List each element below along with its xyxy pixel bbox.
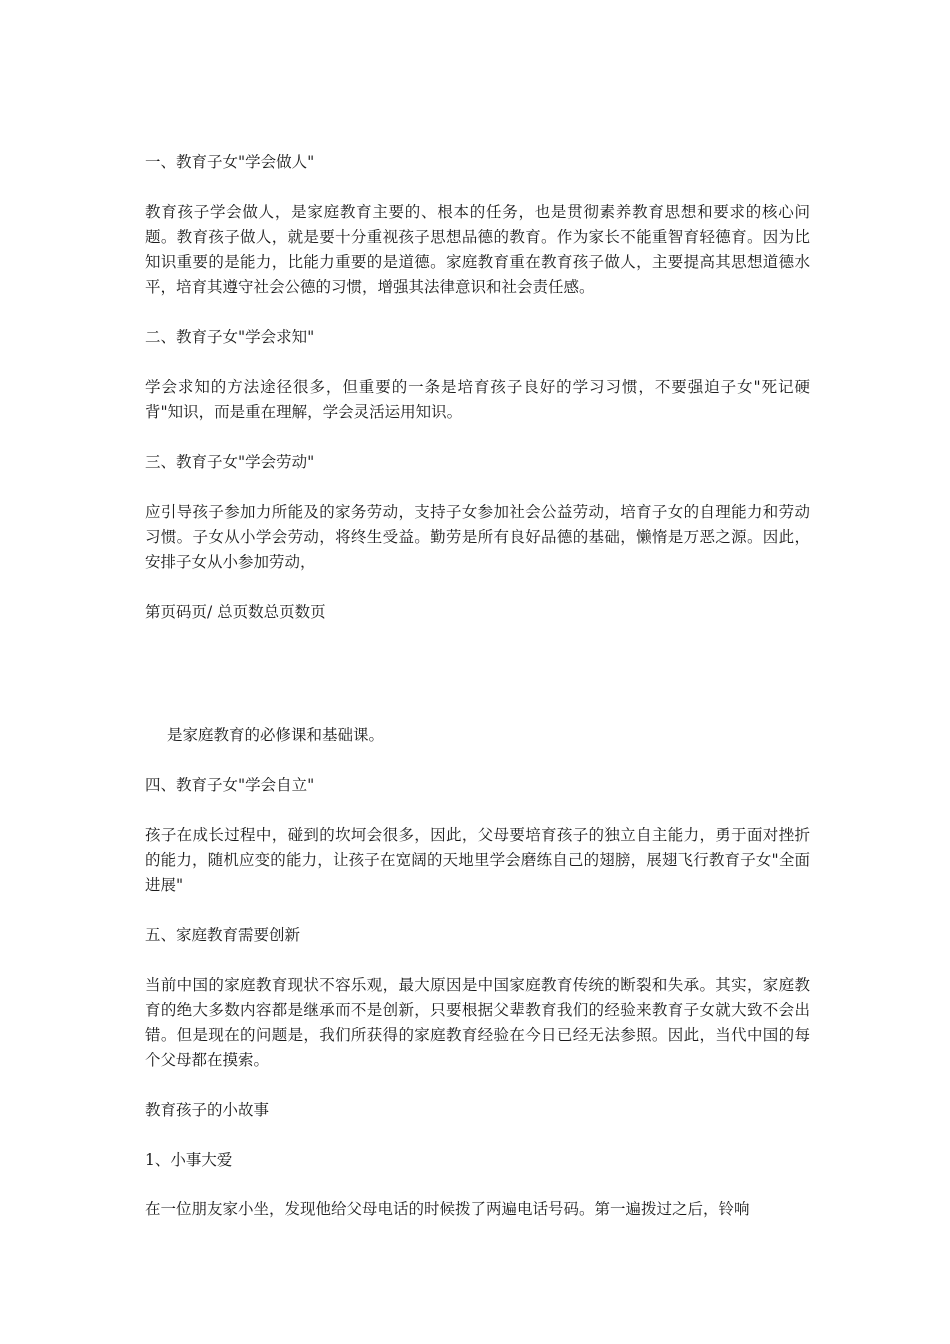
paragraph-learn-to-know: 学会求知的方法途径很多，但重要的一条是培育孩子良好的学习习惯，不要强迫子女"死记硬背"知识，而是重在理解，学会灵活运用知识。 — [145, 378, 810, 421]
heading-learn-to-labor: 三、教育子女"学会劳动" — [145, 453, 315, 471]
paragraph-innovation: 当前中国的家庭教育现状不容乐观，最大原因是中国家庭教育传统的断裂和失承。其实，家庭教育的绝大多数内容都是继承而不是创新，只要根据父辈教育我们的经验来教育子女就大致不会出错。但是现在的问题是，我们所获得的家庭教育经验在今日已经无法参照。因此，当代中国的每个父母都在摸索。 — [145, 976, 810, 1069]
page-footer: 第页码页/ 总页数总页数页 — [145, 603, 326, 621]
heading-learn-to-be-human: 一、教育子女"学会做人" — [145, 153, 315, 171]
heading-stories: 教育孩子的小故事 — [145, 1101, 270, 1119]
paragraph-continuation: 是家庭教育的必修课和基础课。 — [167, 726, 385, 744]
heading-story-1: 1、小事大爱 — [145, 1151, 233, 1169]
paragraph-learn-to-be-human: 教育孩子学会做人，是家庭教育主要的、根本的任务，也是贯彻素养教育思想和要求的核心问题。教育孩子做人，就是要十分重视孩子思想品德的教育。作为家长不能重智育轻德育。因为比知识重要的是能力，比能力重要的是道德。家庭教育重在教育孩子做人，主要提高其思想道德水平，培育其遵守社会公德的习惯，增强其法律意识和社会责任感。 — [145, 203, 810, 296]
paragraph-learn-self-reliance: 孩子在成长过程中，碰到的坎坷会很多，因此，父母要培育孩子的独立自主能力，勇于面对挫折的能力，随机应变的能力，让孩子在宽阔的天地里学会磨练自己的翅膀，展翅飞行教育子女"全面进展" — [145, 826, 810, 894]
heading-learn-to-know: 二、教育子女"学会求知" — [145, 328, 315, 346]
paragraph-story-1: 在一位朋友家小坐，发现他给父母电话的时候拨了两遍电话号码。第一遍拨过之后，铃响 — [145, 1200, 750, 1218]
heading-innovation: 五、家庭教育需要创新 — [145, 926, 301, 944]
heading-learn-self-reliance: 四、教育子女"学会自立" — [145, 776, 315, 794]
paragraph-learn-to-labor: 应引导孩子参加力所能及的家务劳动，支持子女参加社会公益劳动，培育子女的自理能力和劳动习惯。子女从小学会劳动，将终生受益。勤劳是所有良好品德的基础，懒惰是万恶之源。因此，安排子女从小参加劳动， — [145, 503, 810, 571]
